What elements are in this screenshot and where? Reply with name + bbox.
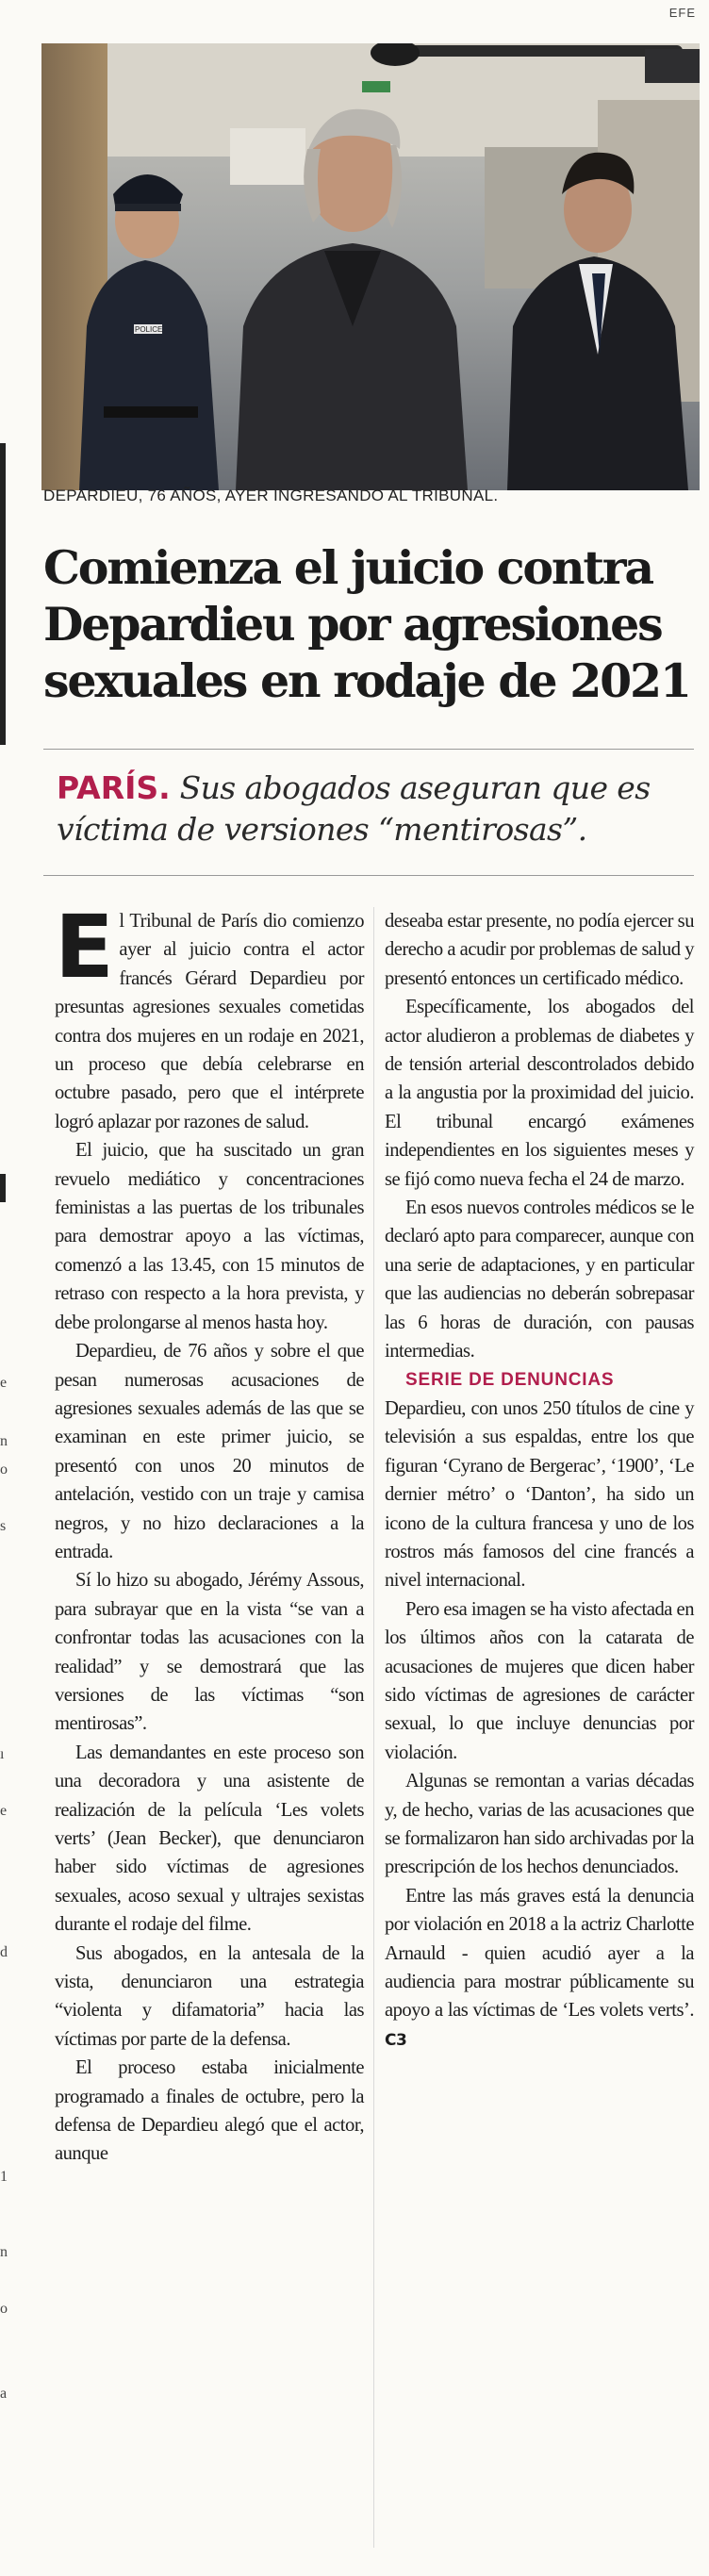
edge-fragment: o [0, 2301, 8, 2317]
column-separator [373, 907, 374, 2548]
headline: Comienza el juicio contra Depardieu por agresiones sexuales en rodaje de 2021 [43, 540, 690, 708]
paragraph: Sus abogados, en la antesala de la vista, denunciaron una estrategia “violenta y difamatoria” hacia las víctimas por parte de la defensa. [55, 1942, 364, 2050]
paragraph: El Tribunal de París dio comienzo ayer al juicio contra el actor francés Gérard Depardieu por presuntas agresiones sexuales cometidas contra dos mujeres en un rodaje en 2021, un proceso que debía celebrarse en octubre pasado, pero que el intérprete logró aplazar por razones de salud. [55, 897, 364, 1132]
edge-fragment: d [0, 1944, 8, 1960]
photo-caption: DEPARDIEU, 76 AÑOS, AYER INGRESANDO AL TRIBUNAL. [43, 487, 499, 504]
drop-cap: E [55, 897, 114, 998]
edge-fragment: 1 [0, 2169, 8, 2185]
paragraph: En esos nuevos controles médicos se le declaró apto para comparecer, aunque con una serie de adaptaciones, y en particular que las audiencias no deberán sobrepasar las 6 horas de duración, con pausas intermedias. [385, 1197, 694, 1362]
dateline: PARÍS. [57, 769, 171, 806]
edge-bar [0, 443, 6, 745]
edge-fragment: o [0, 1461, 8, 1478]
news-photo [41, 43, 700, 490]
headline-rule [43, 749, 694, 750]
paragraph: Entre las más graves está la denuncia por violación en 2018 a la actriz Charlotte Arnauld - quien acudió ayer a la audiencia para mostrar públicamente su apoyo a las víctimas de ‘Les volets verts’. C3 [385, 1885, 694, 2050]
paragraph: Depardieu, con unos 250 títulos de cine y televisión a sus espaldas, entre los que figuran ‘Cyrano de Bergerac’, ‘1900’, ‘Le dernier métro’ o ‘Danton’, ha sido un icono de la cultura francesa y uno de los rostros más famosos del cine francés a nivel internacional. [385, 1397, 694, 1592]
paragraph: Depardieu, de 76 años y sobre el que pesan numerosas acusaciones de agresiones sexuales además de las que se examinan en este primer juicio, se presentó con unos 20 minutos de antelación, vestido con un traje y camisa negros, y no hizo declaraciones a la entrada. [55, 1341, 364, 1562]
edge-fragment: n [0, 2244, 8, 2260]
courthouse-scene-image [41, 43, 700, 490]
edge-fragment: n [0, 1433, 8, 1449]
paragraph: Pero esa imagen se ha visto afectada en los últimos años con la catarata de acusaciones de mujeres que dicen haber sido víctimas de agresiones de carácter sexual, lo que incluye denuncias por violación. [385, 1598, 694, 1763]
paragraph: deseaba estar presente, no podía ejercer su derecho a acudir por problemas de salud y presentó entonces un certificado médico. [385, 911, 694, 989]
subtitle-rule [43, 875, 694, 876]
section-heading: SERIE DE DENUNCIAS [405, 1369, 615, 1390]
edge-fragment: e [0, 1375, 8, 1391]
paragraph: Sí lo hizo su abogado, Jérémy Assous, para subrayar que en la vista “se van a confrontar todas las acusaciones con la realidad” y se demostrará que las versiones de las víctimas “son mentirosas”. [55, 1570, 364, 1735]
subtitle [57, 768, 688, 850]
edge-bar [0, 1174, 6, 1202]
paragraph: Las demandantes en este proceso son una decoradora y una asistente de realización de la película ‘Les volets verts’ (Jean Becker), que denunciaron haber sido víctimas de agresiones sexuales, acoso sexual y ultrajes sexistas durante el rodaje del filme. [55, 1742, 364, 1936]
edge-fragment: ı [0, 1746, 5, 1762]
previous-page-edge [0, 0, 11, 2576]
end-mark: C3 [385, 2030, 407, 2050]
paragraph: Específicamente, los abogados del actor aludieron a problemas de diabetes y de tensión arterial descontrolados debido a la angustia por la proximidad del juicio. El tribunal encargó exámenes independientes en los siguientes meses y se fijó como nueva fecha el 24 de marzo. [385, 997, 694, 1190]
paragraph: El juicio, que ha suscitado un gran revuelo mediático y concentraciones feministas a las puertas de los tribunales para demostrar apoyo a las víctimas, comenzó a las 13.45, con 15 minutos de retraso con respecto a la hora prevista, y debe prolongarse al menos hasta hoy. [55, 1140, 364, 1333]
photo-credit: EFE [668, 6, 696, 20]
svg-text:POLICE: POLICE [135, 325, 163, 334]
edge-fragment: s [0, 1518, 7, 1534]
paragraph: Algunas se remontan a varias décadas y, de hecho, varias de las acusaciones que se formalizaron han sido archivadas por la prescripción de los hechos denunciados. [385, 1771, 694, 1878]
article-column-2 [385, 907, 694, 2055]
article-column-1 [55, 897, 364, 2169]
edge-fragment: e [0, 1803, 8, 1819]
paragraph: El proceso estaba inicialmente programado a finales de octubre, pero la defensa de Depardieu alegó que el actor, aunque [55, 2057, 364, 2165]
subtitle-text: Sus abogados aseguran que es víctima de versiones “mentirosas”. [57, 769, 651, 848]
edge-fragment: a [0, 2386, 8, 2402]
